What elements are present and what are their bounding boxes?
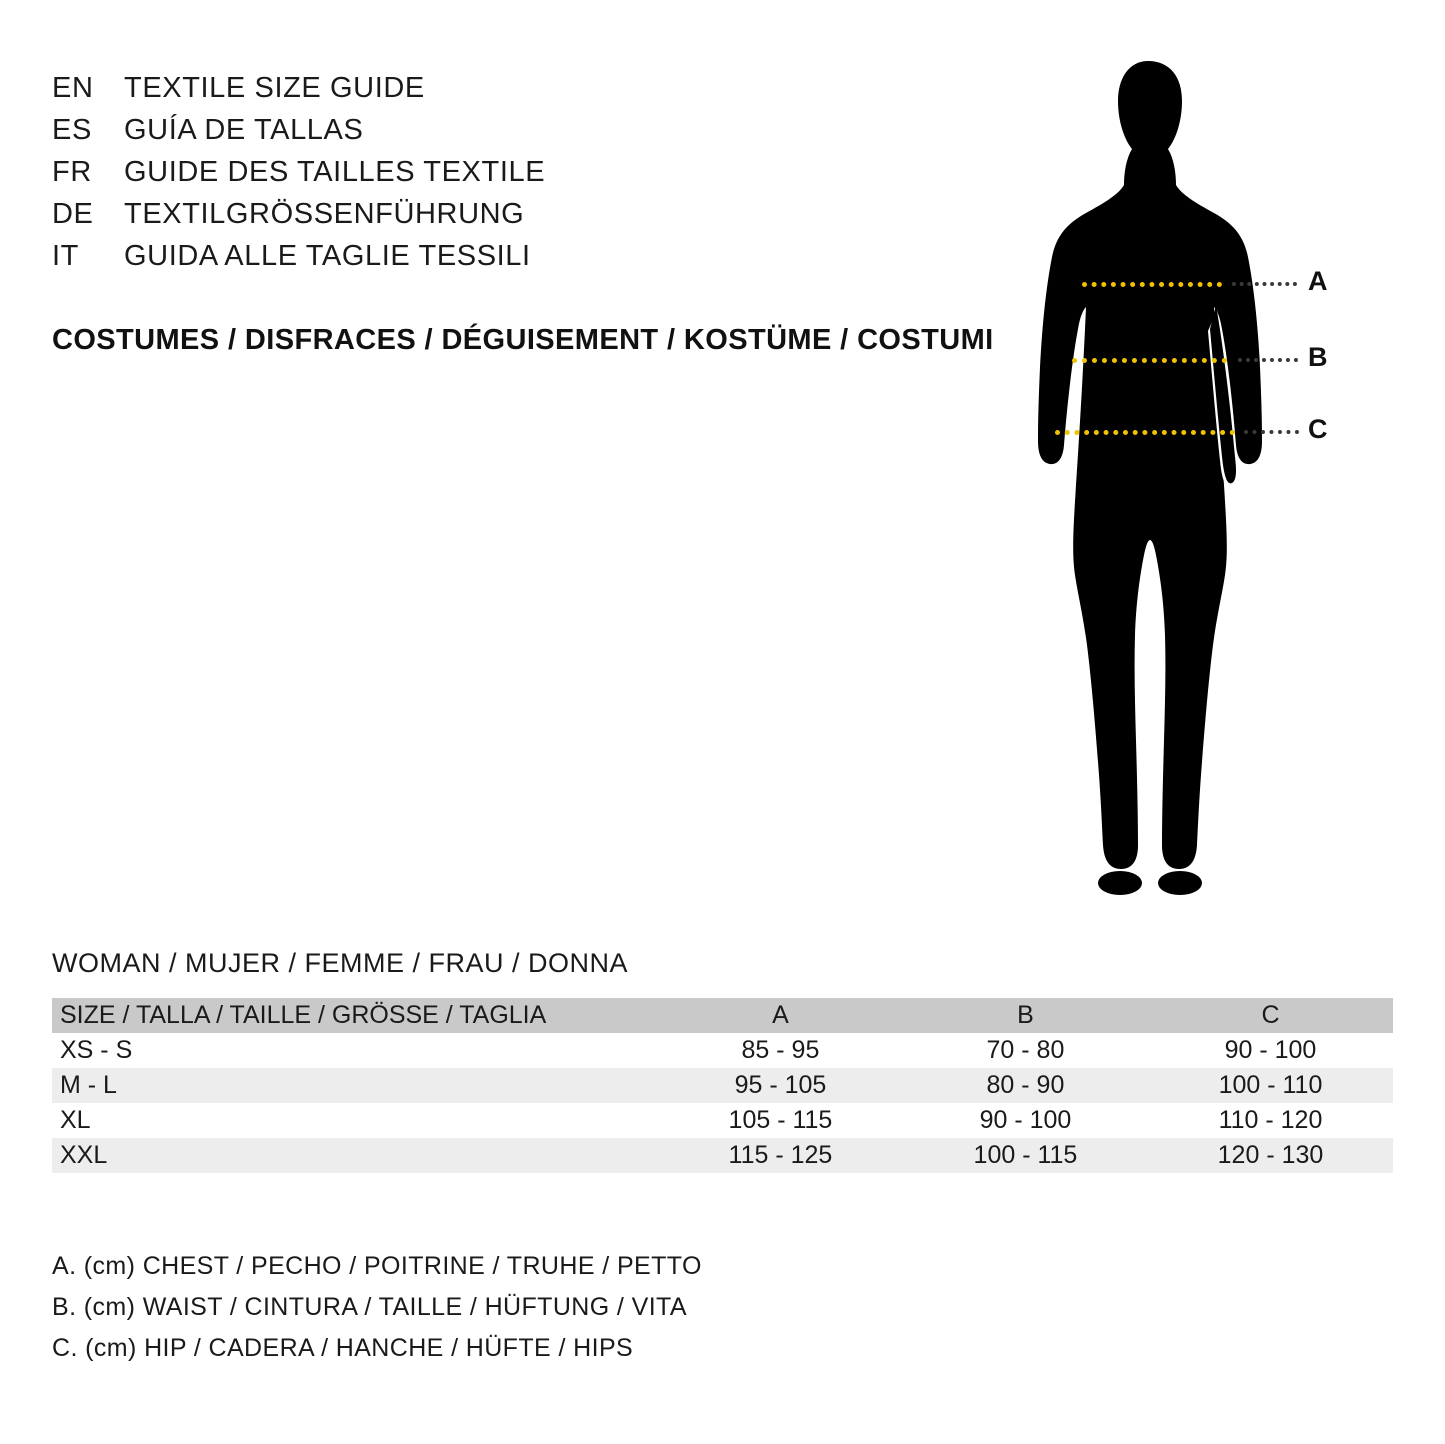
legend-row-a: A. (cm) CHEST / PECHO / POITRINE / TRUHE / PETTO [52,1252,702,1280]
column-header-size: SIZE / TALLA / TAILLE / GRÖSSE / TAGLIA [60,1001,547,1029]
cell-hip: 110 - 120 [1218,1106,1323,1134]
cell-size: M - L [60,1071,117,1099]
cell-waist: 70 - 80 [986,1036,1065,1064]
column-header-b: B [1017,1001,1034,1029]
chest-measure-line [1082,282,1222,287]
language-code: FR [52,156,92,188]
cell-hip: 120 - 130 [1217,1141,1324,1169]
table-title: WOMAN / MUJER / FEMME / FRAU / DONNA [52,948,628,978]
cell-waist: 100 - 115 [973,1141,1078,1169]
measure-label-b: B [1308,342,1328,372]
cell-waist: 80 - 90 [986,1071,1065,1099]
legend-row-c: C. (cm) HIP / CADERA / HANCHE / HÜFTE / HIPS [52,1334,634,1362]
chest-leader-line [1232,282,1297,286]
language-text: TEXTILGRÖSSENFÜHRUNG [124,198,525,230]
table-row [52,1103,1393,1138]
cell-size: XL [60,1106,91,1134]
hip-measure-line [1055,430,1235,435]
table-row [52,1068,1393,1103]
measure-label-a: A [1308,266,1328,296]
language-row [52,114,1012,156]
page-subtitle: COSTUMES / DISFRACES / DÉGUISEMENT / KOSTÜME / COSTUMI [52,324,994,356]
language-code: IT [52,240,79,272]
table-header-row [52,998,1393,1033]
language-row [52,156,1012,198]
language-code: ES [52,114,92,146]
cell-chest: 85 - 95 [741,1036,820,1064]
waist-leader-line [1238,358,1298,362]
measurement-legend [52,1246,1052,1369]
language-row [52,72,1012,114]
column-header-a: A [772,1001,789,1029]
language-text: GUIDA ALLE TAGLIE TESSILI [124,240,531,272]
language-row [52,240,1012,282]
language-text: TEXTILE SIZE GUIDE [124,72,425,104]
cell-waist: 90 - 100 [979,1106,1072,1134]
hip-leader-line [1244,430,1299,434]
waist-measure-line [1072,358,1227,363]
cell-chest: 115 - 125 [728,1141,833,1169]
table-row [52,1033,1393,1068]
cell-chest: 105 - 115 [728,1106,833,1134]
cell-hip: 100 - 110 [1218,1071,1323,1099]
figure-diagram [1020,55,1380,895]
measure-label-c: C [1308,414,1328,444]
cell-hip: 90 - 100 [1224,1036,1317,1064]
language-row [52,198,1012,240]
size-table [52,998,1393,1173]
column-header-c: C [1261,1001,1280,1029]
woman-silhouette-icon [1020,55,1280,895]
legend-row-b: B. (cm) WAIST / CINTURA / TAILLE / HÜFTUNG / VITA [52,1293,687,1321]
cell-chest: 95 - 105 [734,1071,827,1099]
size-table-head [52,998,1393,1033]
table-row [52,1138,1393,1173]
language-code: EN [52,72,94,104]
cell-size: XXL [60,1141,108,1169]
language-list [52,72,1012,282]
cell-size: XS - S [60,1036,133,1064]
size-table-body [52,1033,1393,1173]
language-text: GUÍA DE TALLAS [124,114,364,146]
language-code: DE [52,198,94,230]
language-text: GUIDE DES TAILLES TEXTILE [124,156,546,188]
